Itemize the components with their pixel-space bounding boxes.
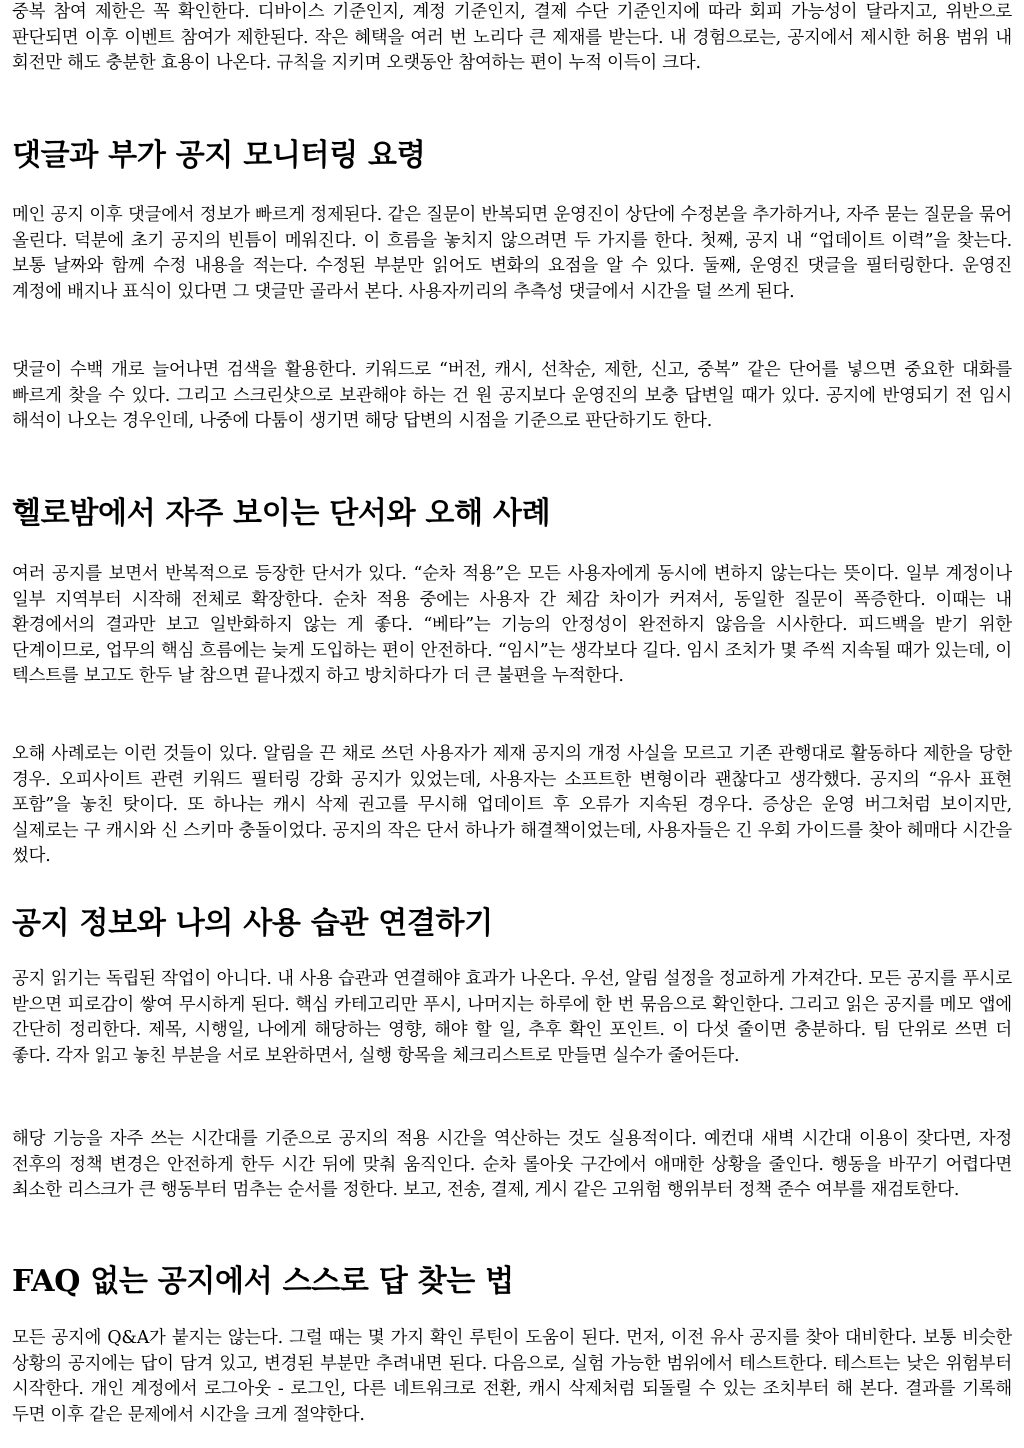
- section-heading-clues-misunderstandings: 헬로밤에서 자주 보이는 단서와 오해 사례: [12, 496, 551, 531]
- paragraph-misunderstanding-cases: 오해 사례로는 이런 것들이 있다. 알림을 끈 채로 쓰던 사용자가 제재 공지의 개정 사실을 모르고 기존 관행대로 활동하다 제한을 당한 경우. 오피사이트 관련 키워드 필터링 강화 공지가 있었는데, 사용자는 소프트한 변형이라 괜찮다고 생각했다. 공지의 “유사 표현 포함”을 놓친 탓이다. 또 하나는 캐시 삭제 권고를 무시해 업데이트 후 오류가 지속된 경우다. 증상은 운영 버그처럼 보이지만, 실제로는 구 캐시와 신 스키마 충돌이었다. 공지의 작은 단서 하나가 해결책이었는데, 사용자들은 긴 우회 가이드를 찾아 헤매다 시간을 썼다.: [12, 744, 1012, 867]
- paragraph-comment-search: 댓글이 수백 개로 늘어나면 검색을 활용한다. 키워드로 “버전, 캐시, 선착순, 제한, 신고, 중복” 같은 단어를 넣으면 중요한 대화를 빠르게 찾을 수 있다. 그리고 스크린샷으로 보관해야 하는 건 원 공지보다 운영진의 보충 답변일 때가 있다. 공지에 반영되기 전 임시 해석이 나오는 경우인데, 나중에 다툼이 생기면 해당 답변의 시점을 기준으로 판단하기도 한다.: [12, 360, 1012, 432]
- paragraph-time-based-planning: 해당 기능을 자주 쓰는 시간대를 기준으로 공지의 적용 시간을 역산하는 것도 실용적이다. 예컨대 새벽 시간대 이용이 잦다면, 자정 전후의 정책 변경은 안전하게 한두 시간 뒤에 맞춰 움직인다. 순차 롤아웃 구간에서 애매한 상황을 줄인다. 행동을 바꾸기 어렵다면 최소한 리스크가 큰 행동부터 멈추는 순서를 정한다. 보고, 전송, 결제, 게시 같은 고위험 행위부터 정책 준수 여부를 재검토한다.: [12, 1129, 1012, 1201]
- section-heading-self-help-without-faq: FAQ 없는 공지에서 스스로 답 찾는 법: [12, 1264, 514, 1299]
- section-heading-usage-habits: 공지 정보와 나의 사용 습관 연결하기: [12, 906, 493, 941]
- paragraph-check-routine: 모든 공지에 Q&A가 붙지는 않는다. 그럴 때는 몇 가지 확인 루틴이 도움이 된다. 먼저, 이전 유사 공지를 찾아 대비한다. 보통 비슷한 상황의 공지에는 답이 담겨 있고, 변경된 부분만 추려내면 된다. 다음으로, 실험 가능한 범위에서 테스트한다. 테스트는 낮은 위험부터 시작한다. 개인 계정에서 로그아웃 - 로그인, 다른 네트워크로 전환, 캐시 삭제처럼 되돌릴 수 있는 조치부터 해 본다. 결과를 기록해 두면 이후 같은 문제에서 시간을 크게 절약한다.: [12, 1328, 1012, 1425]
- paragraph-duplicate-participation: 중복 참여 제한은 꼭 확인한다. 디바이스 기준인지, 계정 기준인지, 결제 수단 기준인지에 따라 회피 가능성이 달라지고, 위반으로 판단되면 이후 이벤트 참여가 제한된다. 작은 혜택을 여러 번 노리다 큰 제재를 받는다. 내 경험으로는, 공지에서 제시한 허용 범위 내 회전만 해도 충분한 효용이 나온다. 규칙을 지키며 오랫동안 참여하는 편이 누적 이득이 크다.: [12, 2, 1012, 74]
- section-heading-comment-monitoring: 댓글과 부가 공지 모니터링 요령: [12, 138, 426, 173]
- paragraph-comment-refinement: 메인 공지 이후 댓글에서 정보가 빠르게 정제된다. 같은 질문이 반복되면 운영진이 상단에 수정본을 추가하거나, 자주 묻는 질문을 묶어 올린다. 덕분에 초기 공지의 빈틈이 메워진다. 이 흐름을 놓치지 않으려면 두 가지를 한다. 첫째, 공지 내 “업데이트 이력”을 찾는다. 보통 날짜와 함께 수정 내용을 적는다. 수정된 부분만 읽어도 변화의 요점을 알 수 있다. 둘째, 운영진 댓글을 필터링한다. 운영진 계정에 배지나 표식이 있다면 그 댓글만 골라서 본다. 사용자끼리의 추측성 댓글에서 시간을 덜 쓰게 된다.: [12, 205, 1012, 302]
- paragraph-recurring-clues: 여러 공지를 보면서 반복적으로 등장한 단서가 있다. “순차 적용”은 모든 사용자에게 동시에 변하지 않는다는 뜻이다. 일부 계정이나 일부 지역부터 시작해 전체로 확장한다. 순차 적용 중에는 사용자 간 체감 차이가 커져서, 동일한 질문이 폭증한다. 이때는 내 환경에서의 결과만 보고 일반화하지 않는 게 좋다. “베타”는 기능의 안정성이 완전하지 않음을 시사한다. 피드백을 받기 위한 단계이므로, 업무의 핵심 흐름에는 늦게 도입하는 편이 안전하다. “임시”는 생각보다 길다. 임시 조치가 몇 주씩 지속될 때가 있는데, 이 텍스트를 보고도 한두 날 참으면 끝나겠지 하고 방치하다가 더 큰 불편을 누적한다.: [12, 564, 1012, 687]
- paragraph-notification-settings: 공지 읽기는 독립된 작업이 아니다. 내 사용 습관과 연결해야 효과가 나온다. 우선, 알림 설정을 정교하게 가져간다. 모든 공지를 푸시로 받으면 피로감이 쌓여 무시하게 된다. 핵심 카테고리만 푸시, 나머지는 하루에 한 번 묶음으로 확인한다. 그리고 읽은 공지를 메모 앱에 간단히 정리한다. 제목, 시행일, 나에게 해당하는 영향, 해야 할 일, 추후 확인 포인트. 이 다섯 줄이면 충분하다. 팀 단위로 쓰면 더 좋다. 각자 읽고 놓친 부분을 서로 보완하면서, 실행 항목을 체크리스트로 만들면 실수가 줄어든다.: [12, 969, 1012, 1066]
